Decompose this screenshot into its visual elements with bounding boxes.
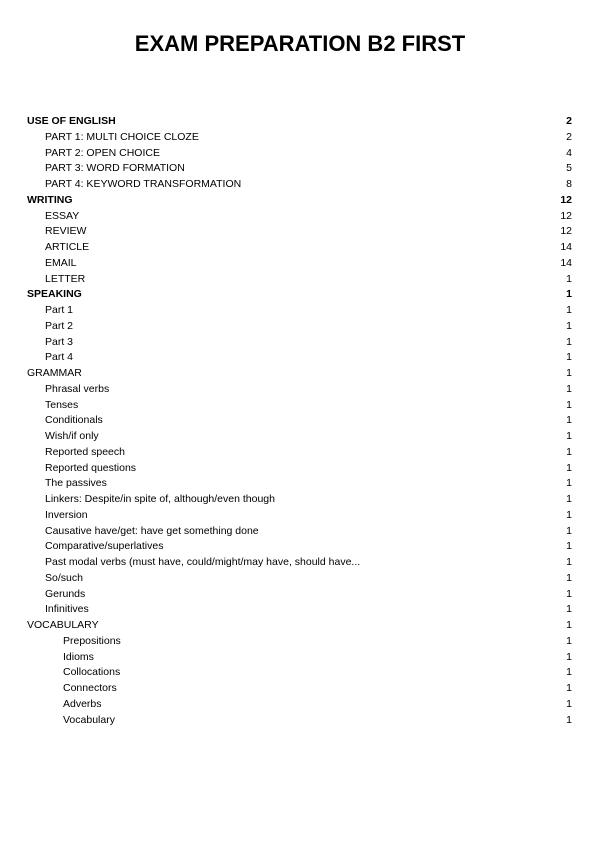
toc-entry[interactable] xyxy=(27,539,572,555)
toc-entry[interactable] xyxy=(27,177,572,193)
toc-entry-page-number: 1 xyxy=(566,634,572,647)
toc-entry-page-number: 1 xyxy=(566,666,572,679)
toc-entry-label: Part 1 xyxy=(45,304,74,316)
toc-entry-page-number: 1 xyxy=(566,540,572,553)
toc-entry-page-number: 12 xyxy=(560,193,572,206)
toc-entry-label: ARTICLE xyxy=(45,241,90,253)
toc-entry-page-number: 12 xyxy=(560,225,572,238)
toc-entry[interactable] xyxy=(27,476,572,492)
toc-entry-label: GRAMMAR xyxy=(27,367,82,379)
toc-entry-label: Conditionals xyxy=(45,414,103,427)
toc-entry-page-number: 1 xyxy=(566,367,572,379)
toc-entry-page-number: 1 xyxy=(566,398,572,411)
toc-entry[interactable] xyxy=(27,146,572,162)
toc-entry-page-number: 1 xyxy=(566,288,572,301)
toc-entry[interactable] xyxy=(27,366,572,382)
toc-entry-label: LETTER xyxy=(45,272,86,285)
toc-entry[interactable] xyxy=(27,382,572,398)
toc-entry-label: EMAIL xyxy=(45,256,77,269)
toc-entry-page-number: 8 xyxy=(566,178,572,190)
toc-entry[interactable] xyxy=(27,571,572,587)
toc-entry[interactable] xyxy=(27,445,572,461)
toc-entry-label: Reported questions xyxy=(45,461,137,474)
toc-entry-page-number: 1 xyxy=(566,461,572,474)
toc-entry[interactable] xyxy=(27,130,572,146)
toc-entry[interactable] xyxy=(27,508,572,524)
toc-entry-label: Wish/if only xyxy=(45,430,99,442)
toc-entry-page-number: 14 xyxy=(560,241,572,253)
toc-entry-page-number: 1 xyxy=(566,571,572,584)
toc-entry-label: Connectors xyxy=(63,682,117,694)
toc-entry-page-number: 1 xyxy=(566,603,572,616)
toc-entry-label: ESSAY xyxy=(45,209,80,222)
toc-entry[interactable] xyxy=(27,555,572,571)
toc-entry-label: VOCABULARY xyxy=(27,619,99,631)
toc-entry[interactable] xyxy=(27,413,572,429)
toc-entry[interactable] xyxy=(27,335,572,351)
toc-entry-page-number: 1 xyxy=(566,351,572,364)
toc-entry-label: Part 4 xyxy=(45,351,74,364)
toc-entry-label: USE OF ENGLISH xyxy=(27,115,116,127)
toc-entry-page-number: 1 xyxy=(566,430,572,442)
toc-entry-page-number: 1 xyxy=(566,493,572,505)
toc-entry[interactable] xyxy=(27,587,572,603)
toc-entry[interactable] xyxy=(27,209,572,225)
toc-entry[interactable] xyxy=(27,697,572,713)
toc-entry[interactable] xyxy=(27,524,572,540)
toc-entry-page-number: 12 xyxy=(560,209,572,222)
toc-entry-label: Comparative/superlatives xyxy=(45,540,164,553)
toc-entry[interactable] xyxy=(27,398,572,414)
toc-entry[interactable] xyxy=(27,634,572,650)
toc-entry-label: PART 1: MULTI CHOICE CLOZE xyxy=(45,130,199,143)
toc-entry-page-number: 4 xyxy=(566,146,572,159)
toc-entry-label: Linkers: Despite/in spite of, although/even though xyxy=(45,493,275,505)
toc-entry[interactable] xyxy=(27,256,572,272)
toc-entry-label: PART 3: WORD FORMATION xyxy=(45,162,185,175)
toc-entry-page-number: 1 xyxy=(566,556,572,568)
toc-entry-page-number: 1 xyxy=(566,587,572,600)
toc-entry-label: PART 2: OPEN CHOICE xyxy=(45,146,160,159)
toc-entry[interactable] xyxy=(27,650,572,666)
toc-entry-page-number: 1 xyxy=(566,414,572,427)
toc-entry-label: Tenses xyxy=(45,398,79,411)
toc-entry[interactable] xyxy=(27,319,572,335)
toc-entry[interactable] xyxy=(27,303,572,319)
toc-entry-page-number: 1 xyxy=(566,272,572,285)
toc-entry[interactable] xyxy=(27,713,572,729)
toc-entry-label: Phrasal verbs xyxy=(45,382,110,395)
document-title: EXAM PREPARATION B2 FIRST xyxy=(134,31,466,56)
toc-entry-page-number: 1 xyxy=(566,382,572,395)
toc-entry-page-number: 1 xyxy=(566,713,572,726)
toc-entry-page-number: 2 xyxy=(566,130,572,143)
toc-entry-label: Adverbs xyxy=(63,697,102,710)
toc-entry[interactable] xyxy=(27,240,572,256)
toc-entry-label: Vocabulary xyxy=(63,713,115,726)
toc-entry-label: Gerunds xyxy=(45,587,86,600)
table-of-contents xyxy=(27,114,572,728)
toc-entry-page-number: 1 xyxy=(566,619,572,631)
toc-entry[interactable] xyxy=(27,665,572,681)
toc-entry-label: The passives xyxy=(45,477,107,490)
toc-entry-page-number: 5 xyxy=(566,162,572,175)
toc-entry[interactable] xyxy=(27,681,572,697)
toc-entry-page-number: 1 xyxy=(566,445,572,458)
toc-entry[interactable] xyxy=(27,492,572,508)
toc-entry[interactable] xyxy=(27,618,572,634)
toc-entry-page-number: 1 xyxy=(566,650,572,663)
toc-entry[interactable] xyxy=(27,272,572,288)
toc-entry-label: Causative have/get: have get something done xyxy=(45,524,259,537)
toc-entry-label: REVIEW xyxy=(45,225,87,238)
toc-entry-page-number: 1 xyxy=(566,508,572,521)
toc-entry-label: PART 4: KEYWORD TRANSFORMATION xyxy=(45,178,242,190)
toc-entry-label: WRITING xyxy=(27,193,73,206)
toc-entry[interactable] xyxy=(27,287,572,303)
toc-entry-label: Past modal verbs (must have, could/might/may have, should have... xyxy=(45,556,361,568)
toc-entry[interactable] xyxy=(27,193,572,209)
toc-entry-page-number: 14 xyxy=(560,256,572,269)
toc-entry-label: Collocations xyxy=(63,666,121,679)
toc-entry-page-number: 1 xyxy=(566,477,572,490)
toc-entry[interactable] xyxy=(27,429,572,445)
toc-entry-label: Infinitives xyxy=(45,603,89,616)
toc-entry[interactable] xyxy=(27,161,572,177)
toc-entry-label: Idioms xyxy=(63,650,94,663)
toc-entry-page-number: 1 xyxy=(566,319,572,332)
toc-entry-page-number: 2 xyxy=(566,115,572,127)
toc-entry-label: Reported speech xyxy=(45,445,125,458)
toc-entry-label: Prepositions xyxy=(63,634,121,647)
toc-entry[interactable] xyxy=(27,350,572,366)
toc-entry-label: Inversion xyxy=(45,508,88,521)
toc-entry-label: So/such xyxy=(45,571,83,584)
toc-entry-page-number: 1 xyxy=(566,335,572,348)
toc-entry-page-number: 1 xyxy=(566,524,572,537)
toc-entry-page-number: 1 xyxy=(566,697,572,710)
toc-entry[interactable] xyxy=(27,461,572,477)
toc-entry[interactable] xyxy=(27,224,572,240)
toc-entry-label: Part 2 xyxy=(45,319,74,332)
toc-entry[interactable] xyxy=(27,114,572,130)
toc-entry-label: Part 3 xyxy=(45,335,74,348)
toc-entry-page-number: 1 xyxy=(566,304,572,316)
toc-entry-label: SPEAKING xyxy=(27,288,82,301)
toc-entry[interactable] xyxy=(27,602,572,618)
toc-entry-page-number: 1 xyxy=(566,682,572,694)
